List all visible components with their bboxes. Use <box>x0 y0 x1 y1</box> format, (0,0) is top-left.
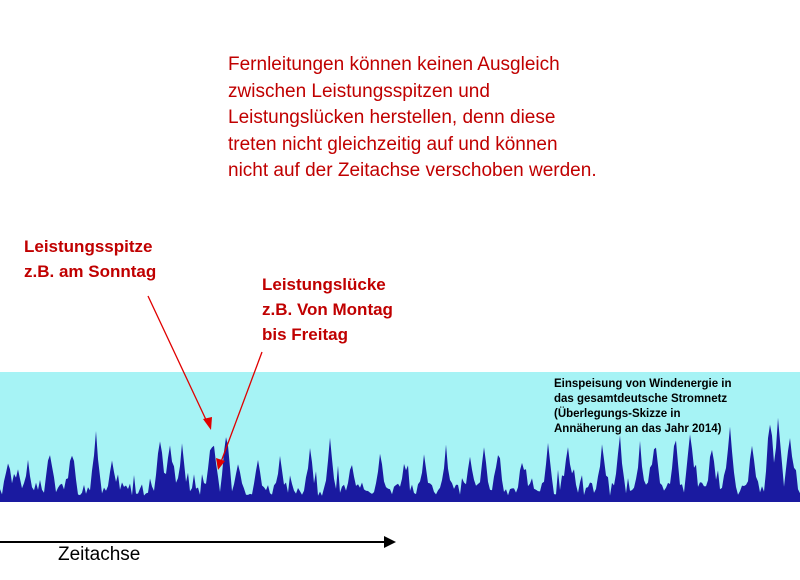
peak-label <box>24 234 156 284</box>
intro-line: Fernleitungen können keinen Ausgleich <box>228 54 560 75</box>
gap-label <box>262 272 393 347</box>
intro-line: Leistungslücken herstellen, denn diese <box>228 107 556 128</box>
intro-line: nicht auf der Zeitachse verschoben werden. <box>228 160 597 181</box>
gap-label-line: z.B. Von Montag <box>262 300 393 319</box>
gap-label-line: bis Freitag <box>262 325 348 344</box>
wind-caption-line: Annäherung an das Jahr 2014) <box>554 423 722 435</box>
intro-line: zwischen Leistungsspitzen und <box>228 80 490 102</box>
peak-label-line: Leistungsspitze <box>24 237 153 256</box>
wind-caption-line: Einspeisung von Windenergie in <box>554 378 732 390</box>
intro-text <box>228 52 698 185</box>
time-axis-label: Zeitachse <box>58 544 141 565</box>
time-axis-arrowhead <box>384 536 396 548</box>
gap-label-line: Leistungslücke <box>262 275 386 294</box>
intro-line: treten nicht gleichzeitig auf und können <box>228 133 558 155</box>
wind-caption <box>554 377 794 437</box>
wind-caption-line: (Überlegungs-Skizze in <box>554 408 681 420</box>
wind-caption-line: das gesamtdeutsche Stromnetz <box>554 393 728 405</box>
peak-label-line: z.B. am Sonntag <box>24 262 157 281</box>
